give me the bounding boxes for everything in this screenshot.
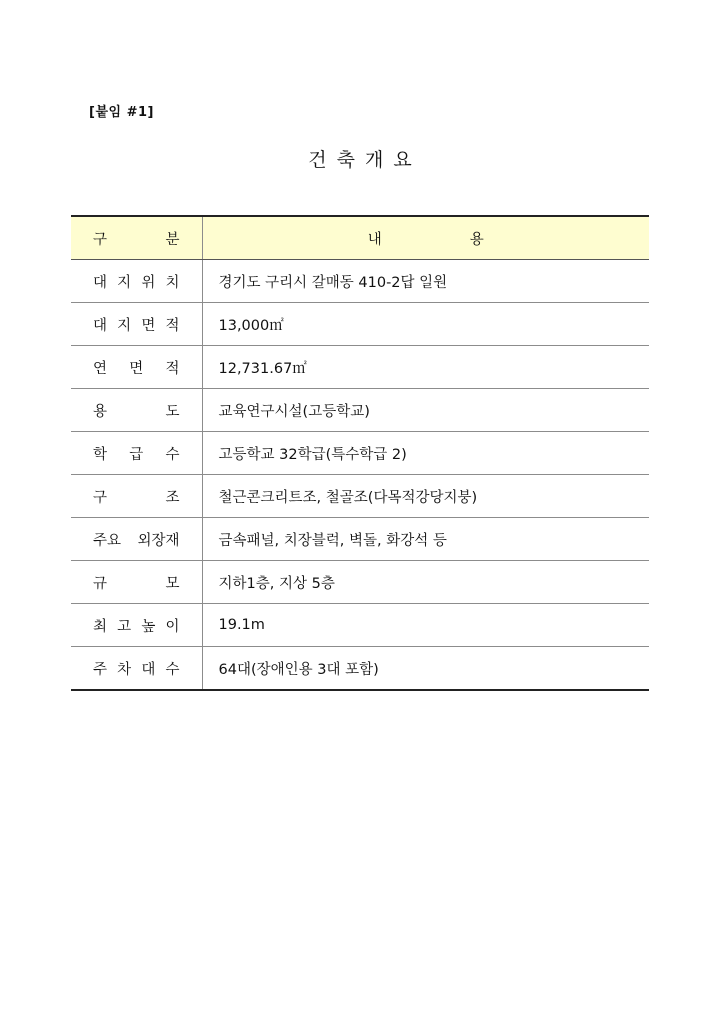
header-content-char: 내 xyxy=(367,231,382,248)
row-label-part: 대 xyxy=(141,661,156,678)
header-content xyxy=(202,216,649,260)
attachment-label: [붙임 #1] xyxy=(89,105,154,120)
row-label xyxy=(71,260,202,303)
row-label-part: 수 xyxy=(165,446,180,463)
row-value: 12,731.67㎡ xyxy=(202,346,649,389)
row-label xyxy=(71,518,202,561)
row-label-part: 모 xyxy=(165,575,180,592)
row-label-part: 대 xyxy=(93,317,108,334)
table-row xyxy=(71,260,649,303)
row-value: 철근콘크리트조, 철골조(다목적강당지붕) xyxy=(202,475,649,518)
table-row xyxy=(71,303,649,346)
table-row xyxy=(71,647,649,691)
row-label-part: 면 xyxy=(141,317,156,334)
table-row xyxy=(71,604,649,647)
row-label-part: 조 xyxy=(165,489,180,506)
row-label-part: 외장재 xyxy=(137,532,180,549)
row-value: 교육연구시설(고등학교) xyxy=(202,389,649,432)
table-row xyxy=(71,518,649,561)
row-value: 지하1층, 지상 5층 xyxy=(202,561,649,604)
table-row xyxy=(71,432,649,475)
row-label-part: 이 xyxy=(165,618,180,635)
row-label-part: 주 xyxy=(93,661,108,678)
row-label-part: 용 xyxy=(93,403,108,420)
row-value: 금속패널, 치장블럭, 벽돌, 화강석 등 xyxy=(202,518,649,561)
table-row xyxy=(71,346,649,389)
document-title: 건축개요 xyxy=(308,149,422,171)
row-value: 고등학교 32학급(특수학급 2) xyxy=(202,432,649,475)
table-row xyxy=(71,561,649,604)
row-label xyxy=(71,432,202,475)
row-label-part: 급 xyxy=(129,446,144,463)
row-label-part: 학 xyxy=(93,446,108,463)
row-label xyxy=(71,475,202,518)
row-label xyxy=(71,303,202,346)
row-label-part: 차 xyxy=(117,661,132,678)
row-label xyxy=(71,346,202,389)
row-label-part: 면 xyxy=(129,360,144,377)
row-label-part: 적 xyxy=(165,360,180,377)
row-value: 19.1m xyxy=(202,604,649,647)
row-label-part: 수 xyxy=(165,661,180,678)
row-label xyxy=(71,389,202,432)
header-category xyxy=(71,216,202,260)
row-label-part: 고 xyxy=(117,618,132,635)
row-value: 13,000㎡ xyxy=(202,303,649,346)
row-label xyxy=(71,561,202,604)
header-category-char: 분 xyxy=(165,231,180,248)
row-label-part: 지 xyxy=(117,274,132,291)
table-row xyxy=(71,389,649,432)
row-label-part: 주요 xyxy=(93,532,122,549)
header-content-char: 용 xyxy=(469,231,484,248)
row-label-part: 규 xyxy=(93,575,108,592)
row-label-part: 구 xyxy=(93,489,108,506)
building-overview-table xyxy=(71,215,649,691)
table-header-row xyxy=(71,216,649,260)
row-value: 64대(장애인용 3대 포함) xyxy=(202,647,649,691)
row-label xyxy=(71,604,202,647)
row-label-part: 대 xyxy=(93,274,108,291)
row-label-part: 최 xyxy=(93,618,108,635)
row-value: 경기도 구리시 갈매동 410-2답 일원 xyxy=(202,260,649,303)
table-row xyxy=(71,475,649,518)
row-label xyxy=(71,647,202,691)
row-label-part: 높 xyxy=(141,618,156,635)
row-label-part: 지 xyxy=(117,317,132,334)
row-label-part: 치 xyxy=(165,274,180,291)
row-label-part: 연 xyxy=(93,360,108,377)
header-category-char: 구 xyxy=(93,231,108,248)
row-label-part: 적 xyxy=(165,317,180,334)
row-label-part: 위 xyxy=(141,274,156,291)
row-label-part: 도 xyxy=(165,403,180,420)
